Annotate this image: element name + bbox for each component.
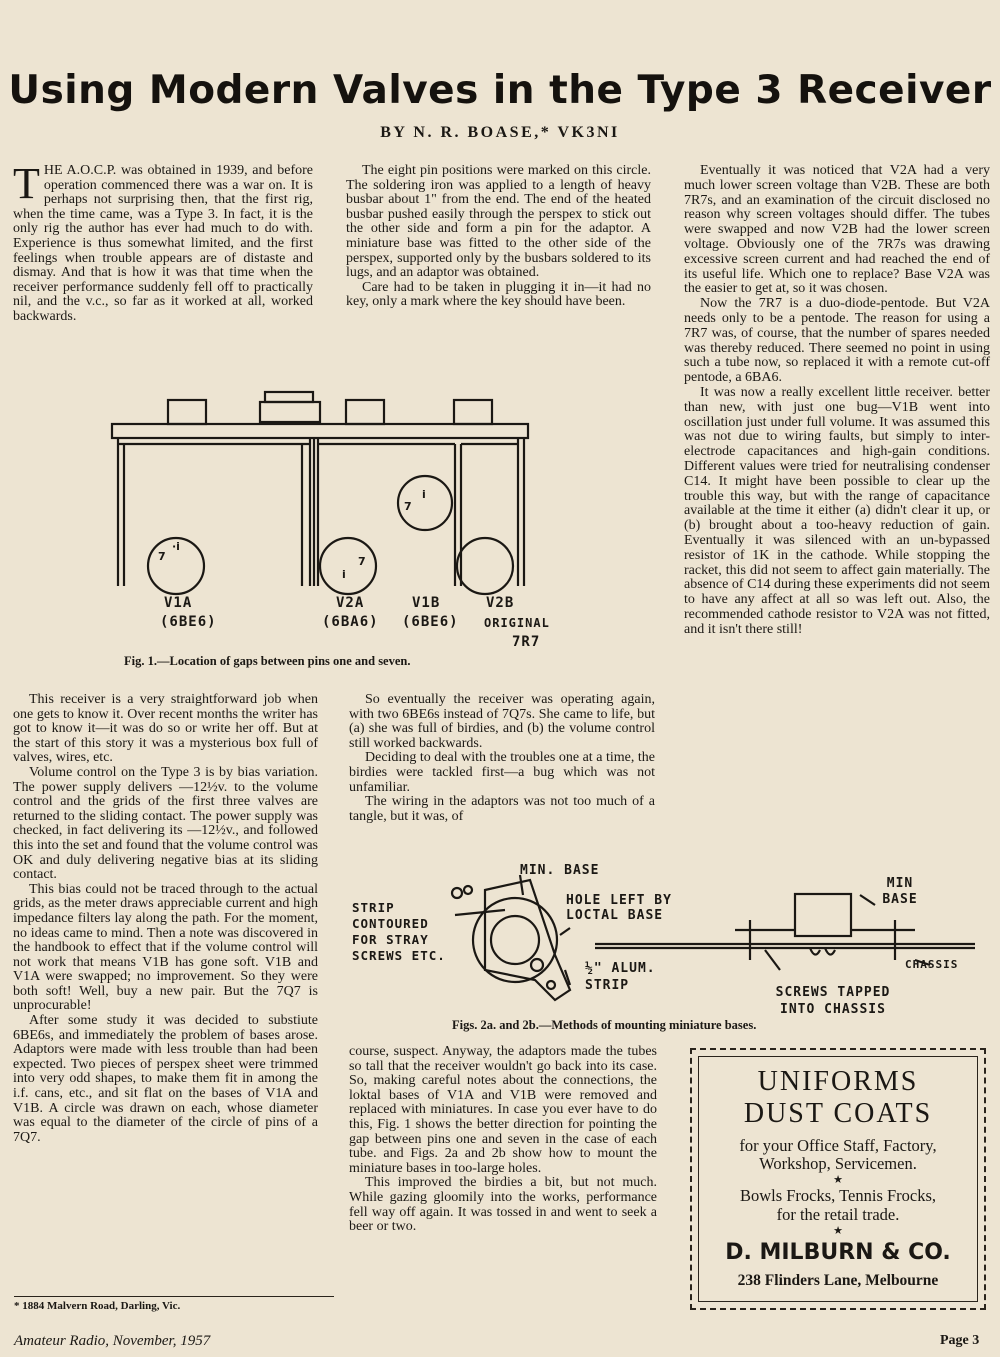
fig1-chassis-left bbox=[118, 438, 310, 586]
fig1-can-4 bbox=[454, 400, 492, 424]
paragraph: course, suspect. Anyway, the adaptors made the tubes so tall that the receiver wouldn't go back into its case. So, making careful notes about the connections, the loktal bases of V1A and V1B were removed and replaced with miniatures. In case you ever have to do this, Fig. 1 shows the better direction for pointing the gap between pins one and seven in the case of each tube. and Figs. 2a and 2b show how to mount the miniature bases in too-large holes. bbox=[349, 1044, 657, 1176]
fig1-pin7-v1b: 7 bbox=[404, 500, 412, 513]
ad-star-icon: ★ bbox=[833, 1174, 843, 1186]
ad-line-dust-coats: DUST COATS bbox=[743, 1098, 933, 1129]
ad-line-retail: for the retail trade. bbox=[776, 1205, 900, 1224]
fig2a-arrow-hole bbox=[560, 928, 570, 935]
paragraph: The eight pin positions were marked on this circle. The soldering iron was applied to a length of heavy busbar about 1" from the end. The end of the heated busbar pushed easily through the perspex to stick out the other side and form a pin for the adaptor. A miniature base was fitted to the other side of the perspex, supported only by the busbars soldered to its lugs, and an adaptor was obtained. bbox=[346, 163, 651, 281]
fig2a-arrow-minbase bbox=[520, 875, 523, 895]
fig1-label-v2b-type: 7R7 bbox=[512, 634, 541, 650]
paragraph: This bias could not be traced through to the actual grids, as the meter draws appreciable current and high impedance filters lay along the path. For the moment, no ideas came to mind. Then a note was discovered in the handbook to effect that if the volume control will not work that means V1B has gone soft. V1B and V1A were swapped; no improvement. So they were both soft! Well, buy a new pair. But the 7Q7 is unprocurable! bbox=[13, 881, 318, 1014]
fig2a-screw-1 bbox=[452, 888, 462, 898]
column-1-top bbox=[13, 159, 313, 325]
fig2a-miniature-base bbox=[491, 916, 539, 964]
fig2b-label-screws: SCREWS TAPPED INTO CHASSIS bbox=[775, 985, 891, 1017]
fig1-pin7-v2a: 7 bbox=[358, 555, 366, 568]
fig1-can-1 bbox=[168, 400, 206, 424]
fig1-can-3 bbox=[346, 400, 384, 424]
fig1-label-v1a: V1A bbox=[164, 595, 193, 611]
footer-publication: Amateur Radio, November, 1957 bbox=[14, 1333, 211, 1349]
fig2a-label-alum: ½" ALUM. STRIP bbox=[585, 961, 656, 993]
column-2-bottom bbox=[349, 1045, 657, 1235]
ad-address: 238 Flinders Lane, Melbourne bbox=[737, 1272, 939, 1289]
fig1-socket-v2b bbox=[457, 538, 513, 594]
fig2b-chassis bbox=[595, 944, 975, 948]
column-3 bbox=[684, 164, 990, 638]
paragraph: It was now a really excellent little receiver. better than new, with just one bug—V1B went into oscillation just under full volume. It was assumed this was not due to wiring faults, but simply to inter-electrode capacitances and high-gain conditions. Different values were tried for neutralising condenser C14. It might have been possible to clear up the trouble this way, but with the range of capacitance available at the time it either (a) didn't clear it up, or (b) brought about a too-heavy reduction of gain. Eventually it was silenced with an un-bypassed resistor of 1K in the cathode. While stopping the racket, this did not seem to affect gain materially. The absence of C14 during these experiments did not seem to have any affect at all so was left out. Also, the recommended cathode resistor to V2A was not fitted, and it isn't there still! bbox=[684, 384, 990, 637]
paragraph: HE A.O.C.P. was obtained in 1939, and before operation commenced there was a war on. It is perhaps not surprising then, that the first rig, when the time came, was a Type 3. In fact, it is the only rig the author has ever had much to do with. Experience is thus somewhat limited, and the first feelings when trouble appears are of distaste and dismay. And that is how it was that time when the receiver performance suddenly fell off to practically nil, and the v.c., so far as it worked at all, worked backwards. bbox=[13, 163, 313, 324]
ad-line-office: for your Office Staff, Factory, bbox=[739, 1136, 937, 1155]
ad-company: D. MILBURN & CO. bbox=[725, 1240, 951, 1265]
footnote-rule bbox=[14, 1296, 334, 1297]
ad-line-workshop: Workshop, Servicemen. bbox=[759, 1154, 917, 1173]
paragraph: This receiver is a very straightforward job when one gets to know it. Over recent months the writer has got to know it—it was do so or write her off. But at the start of this story it was a mysterious box full of valves, wires, etc. bbox=[13, 692, 318, 766]
fig2b-screws bbox=[750, 920, 895, 960]
fig2b-label-chassis: CHASSIS bbox=[905, 958, 959, 971]
fig2b-arrow-screws bbox=[765, 950, 780, 970]
fig2b-miniature-base bbox=[795, 894, 851, 936]
paragraph: Volume control on the Type 3 is by bias variation. The power supply delivers —12½v. to the volume control and the grids of the first three valves are returned to the sliding contact. The power supply was checked, in fact delivering its —12½v., and followed this into the set and found that the volume control was OK and duly delivering negative bias at its sliding contact. bbox=[13, 764, 318, 883]
column-1-bottom bbox=[13, 693, 318, 1145]
fig2a-screw-4 bbox=[547, 981, 555, 989]
fig1-socket-v2a bbox=[320, 538, 376, 594]
column-2-middle bbox=[349, 693, 655, 824]
ad-star-icon: ★ bbox=[833, 1225, 843, 1237]
ad-line-frocks: Bowls Frocks, Tennis Frocks, bbox=[739, 1186, 937, 1205]
fig1-diagram bbox=[110, 388, 530, 598]
advertisement bbox=[690, 1048, 986, 1310]
drop-cap: T bbox=[13, 159, 40, 208]
column-2-top bbox=[346, 164, 651, 310]
footer-page-number: Page 3 bbox=[940, 1333, 980, 1348]
paragraph: So eventually the receiver was operating again, with two 6BE6s instead of 7Q7s. She came to life, but (a) she was full of birdies, and (b) the volume control still worked backwards. bbox=[349, 692, 655, 751]
footnote: * 1884 Malvern Road, Darling, Vic. bbox=[14, 1300, 181, 1312]
ad-line-uniforms: UNIFORMS bbox=[757, 1066, 919, 1097]
paragraph: This improved the birdies a bit, but not much. While gazing gloomily into the works, performance fell way off again. It was tossed in and went to seek a beer or two. bbox=[349, 1175, 657, 1235]
fig1-chassis-mid bbox=[314, 438, 461, 586]
fig1-pin1-v1a: ·i bbox=[172, 540, 180, 553]
paragraph: The wiring in the adaptors was not too much of a tangle, but it was, of bbox=[349, 794, 655, 824]
fig1-chassis-top bbox=[112, 424, 528, 438]
fig2a-arrow-strip bbox=[455, 910, 505, 915]
article-title: Using Modern Valves in the Type 3 Receiver bbox=[8, 68, 992, 113]
fig1-pin1-v1b: i bbox=[422, 488, 426, 501]
fig1-label-v2a: V2A bbox=[336, 595, 365, 611]
paragraph: Care had to be taken in plugging it in—it had no key, only a mark where the key should have been. bbox=[346, 279, 651, 310]
fig2a-label-minbase: MIN. BASE bbox=[520, 863, 600, 878]
paragraph: Deciding to deal with the troubles one at a time, the birdies were tackled first—a bug which was not unfamiliar. bbox=[349, 750, 655, 795]
fig1-label-v2b: V2B bbox=[486, 595, 515, 611]
fig2b-label-minbase: MIN BASE bbox=[882, 876, 918, 907]
fig1-chassis-right bbox=[461, 438, 524, 586]
fig2-caption: Figs. 2a. and 2b.—Methods of mounting miniature bases. bbox=[452, 1018, 757, 1032]
fig1-label-v1b: V1B bbox=[412, 595, 441, 611]
fig2a-screw-2 bbox=[464, 886, 472, 894]
fig1-label-v1b-type: (6BE6) bbox=[402, 614, 459, 630]
byline: BY N. R. BOASE,* VK3NI bbox=[380, 124, 620, 141]
fig1-pin7-v1a: 7 bbox=[158, 550, 166, 563]
fig1-label-v2b-note: ORIGINAL bbox=[484, 616, 550, 630]
fig2a-screw-3 bbox=[531, 959, 543, 971]
fig1-can-2 bbox=[260, 402, 320, 422]
fig2a-label-strip: STRIP CONTOURED FOR STRAY SCREWS ETC. bbox=[352, 900, 446, 963]
paragraph: Eventually it was noticed that V2A had a very much lower screen voltage than V2B. These are both 7R7s, and an examination of the circuit disclosed no reason why screen voltages should differ. The tubes were swapped and now V2B had the lower screen voltage. Obviously one of the 7R7s was drawing excessive screen current and had reached the end of its useful life. Which one to replace? Base V2A was the easier to get at, so it was chosen. bbox=[684, 163, 990, 297]
fig1-label-v2a-type: (6BA6) bbox=[322, 614, 379, 630]
fig1-label-v1a-type: (6BE6) bbox=[160, 614, 217, 630]
fig1-can-2-top bbox=[265, 392, 313, 402]
fig1-caption: Fig. 1.—Location of gaps between pins one and seven. bbox=[124, 654, 411, 668]
paragraph: After some study it was decided to substiute 6BE6s, and immediately the problem of bases arose. Adaptors were made with less trouble than had been expected. Two pieces of perspex sheet were trimmed into very odd shapes, to make them fit in among the i.f. cans, etc., and sit flat on the bases of V1A and V1B. A circle was drawn on each, whose diameter was equal to the diameter of the circle of pins of a 7Q7. bbox=[13, 1013, 318, 1145]
fig1-pin1-v2a: i bbox=[342, 568, 346, 581]
fig2a-label-hole: HOLE LEFT BY LOCTAL BASE bbox=[566, 893, 672, 923]
paragraph: Now the 7R7 is a duo-diode-pentode. But V2A needs only to be a pentode. The reason for using a 7R7 was, of course, that the number of spares needed was thereby reduced. There seemed no point in using such a tube now, so replaced it with a remote cut-off pentode, a 6BA6. bbox=[684, 296, 990, 386]
